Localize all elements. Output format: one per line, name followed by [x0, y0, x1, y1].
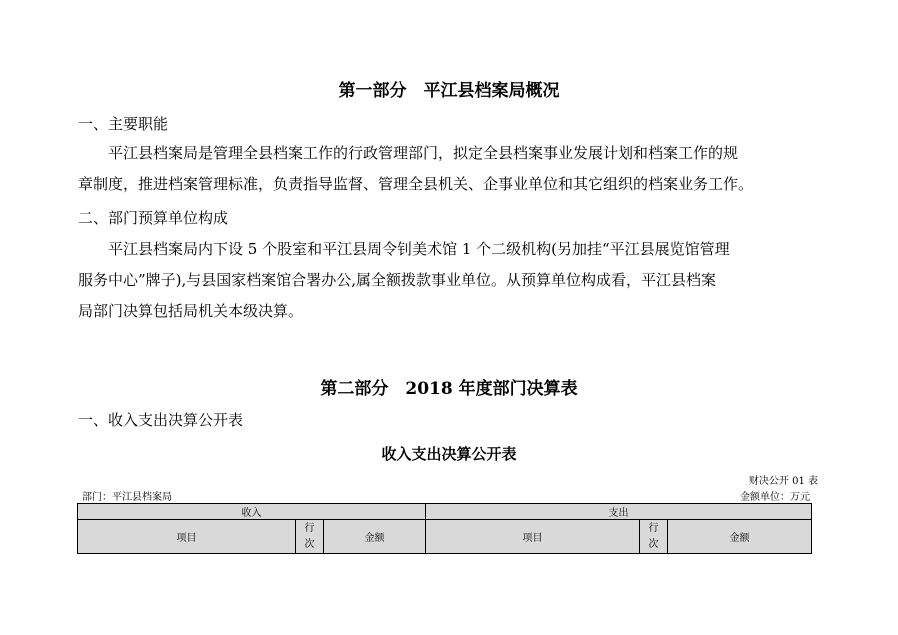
- section-heading-budget-units: 二、部门预算单位构成: [78, 209, 229, 227]
- part1-title: 第一部分 平江县档案局概况: [338, 81, 560, 101]
- row-no-top: 行: [304, 522, 315, 534]
- expense-item-header: 项目: [426, 520, 640, 554]
- paragraph-main-functions: [78, 138, 824, 200]
- part2-title: 第二部分 2018 年度部门决算表: [320, 379, 578, 399]
- section-heading-income-expense: 一、收入支出决算公开表: [78, 411, 244, 429]
- income-row-no-header: [296, 520, 324, 554]
- section-heading-main-functions: 一、主要职能: [78, 115, 169, 133]
- expense-amount-header: 金额: [668, 520, 812, 554]
- paragraph-line: 服务中心”牌子),与县国家档案馆合署办公,属全额拨款事业单位。从预算单位构成看，平江县档案: [78, 271, 717, 289]
- paragraph-line: 章制度，推进档案管理标准，负责指导监督、管理全县机关、企事业单位和其它组织的档案业务工作。: [78, 175, 754, 193]
- paragraph-line: 平江县档案局内下设 5 个股室和平江县周令钊美术馆 1 个二级机构(另加挂“平江县展览馆管理: [108, 240, 730, 258]
- income-item-header: 项目: [78, 520, 296, 554]
- paragraph-line: 局部门决算包括局机关本级决算。: [78, 302, 304, 320]
- row-no-bottom: 次: [304, 538, 315, 550]
- table-title: 收入支出决算公开表: [381, 445, 517, 463]
- table-column-header-row: [78, 520, 812, 554]
- table-code: 财决公开 01 表: [748, 476, 818, 487]
- income-header: 收入: [78, 504, 426, 520]
- income-amount-header: 金额: [324, 520, 426, 554]
- income-expense-table: [77, 503, 812, 554]
- expense-header: 支出: [426, 504, 812, 520]
- row-no-top: 行: [648, 522, 659, 534]
- unit-label: 金额单位：万元: [740, 492, 810, 503]
- expense-row-no-header: [640, 520, 668, 554]
- table-group-header-row: [78, 504, 812, 520]
- paragraph-line: 平江县档案局是管理全县档案工作的行政管理部门，拟定全县档案事业发展计划和档案工作的规: [108, 144, 739, 162]
- paragraph-budget-units: [78, 234, 824, 327]
- row-no-bottom: 次: [648, 538, 659, 550]
- department-label: 部门：平江县档案局: [82, 492, 172, 503]
